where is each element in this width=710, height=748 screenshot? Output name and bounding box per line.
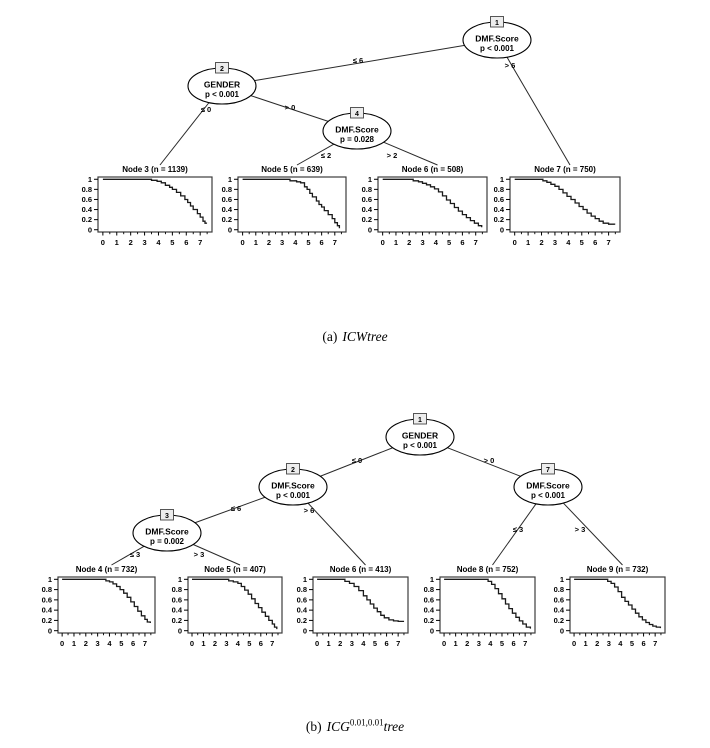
x-tick-label: 1 [201,639,206,648]
y-tick-label: 0.6 [493,195,504,205]
km-curve [574,579,660,628]
y-tick-label: 0.6 [81,195,92,205]
node-split-variable: GENDER [401,430,439,441]
node-split-variable: DMF.Score [145,526,189,537]
x-tick-label: 4 [566,238,571,247]
leaf-plot-title: Node 6 (n = 508) [401,165,464,174]
x-tick-label: 3 [552,238,558,247]
caption-b-prefix: (b) [305,719,322,734]
km-curve [62,579,150,623]
x-tick-label: 1 [71,639,77,648]
y-tick-label: 1 [499,174,504,184]
node-p-value: p < 0.001 [530,491,566,500]
x-tick-label: 3 [280,238,285,247]
x-tick-label: 6 [384,639,389,648]
x-tick-label: 2 [465,639,470,648]
x-tick-label: 4 [618,639,623,648]
tree-node-3 [133,510,201,552]
y-tick-label: 0.8 [221,184,232,194]
plot-box [238,177,346,232]
tree-edge-2-leaf-6 [308,503,365,565]
km-curve [515,179,615,224]
node-id: 2 [220,65,224,73]
y-tick-label: 0.4 [423,605,434,615]
x-tick-label: 5 [247,639,252,648]
y-tick-label: 0.4 [553,605,564,615]
x-tick-label: 3 [224,639,229,648]
tree-node-2 [259,464,327,506]
x-tick-label: 3 [420,238,425,247]
x-tick-label: 6 [511,639,516,648]
leaf-plot-5 [222,165,346,247]
y-tick-label: 1 [429,574,434,584]
node-p-value: p < 0.001 [402,441,438,450]
x-tick-label: 5 [447,238,452,247]
km-curve [192,579,277,629]
km-curve [103,179,206,223]
node-split-variable: DMF.Score [271,480,315,491]
x-tick-label: 6 [258,639,263,648]
y-tick-label: 0.2 [171,616,182,626]
km-curve [243,179,340,228]
x-tick-label: 0 [100,238,105,247]
x-tick-label: 7 [198,238,203,247]
edge-label-7-leaf-8: ≤ 3 [512,525,524,534]
plot-box [98,177,212,232]
x-tick-label: 0 [314,639,320,648]
y-tick-label: 0.2 [81,215,92,225]
x-tick-label: 2 [266,238,272,247]
tree-edge-7-leaf-8 [493,504,537,565]
x-tick-label: 3 [476,639,481,648]
y-tick-label: 1 [177,574,182,584]
y-tick-label: 1 [302,574,307,584]
x-tick-label: 4 [107,639,112,648]
edge-label-3-leaf-5: > 3 [193,550,205,559]
node-p-value: p < 0.001 [204,90,240,99]
leaf-plot-6 [297,565,408,648]
y-tick-label: 0.6 [423,595,434,605]
edge-label-2-3: ≤ 6 [230,504,242,513]
leaf-plot-title: Node 5 (n = 407) [204,565,266,574]
km-curve [317,579,403,622]
y-tick-label: 0.4 [493,205,504,215]
x-tick-label: 7 [473,238,478,247]
y-tick-label: 0.8 [423,585,434,595]
node-id: 2 [291,466,295,474]
plot-box [58,577,155,633]
y-tick-label: 0 [302,626,307,636]
y-tick-label: 0.8 [361,184,372,194]
x-tick-label: 6 [593,238,598,247]
leaf-plot-title: Node 5 (n = 639) [261,165,323,174]
y-tick-label: 0 [177,626,182,636]
caption-b [0,719,710,735]
x-tick-label: 3 [606,639,611,648]
y-tick-label: 0.2 [423,616,434,626]
y-tick-label: 0.2 [361,215,372,225]
leaf-plot-title: Node 8 (n = 752) [456,565,519,574]
plot-box [440,577,535,633]
node-id: 3 [165,512,169,520]
leaf-plot-title: Node 3 (n = 1139) [122,165,188,174]
edge-label-4-leaf-6: > 2 [386,151,398,160]
tree-figure-b [42,414,665,649]
y-tick-label: 0.4 [171,605,182,615]
x-tick-label: 4 [433,238,438,247]
y-tick-label: 0.6 [41,595,52,605]
y-tick-label: 0 [429,626,434,636]
edge-label-4-leaf-5: ≤ 2 [320,151,332,160]
node-split-variable: DMF.Score [335,124,379,135]
tree-node-4 [323,108,391,150]
y-tick-label: 0.2 [493,215,504,225]
y-tick-label: 0.8 [553,585,564,595]
x-tick-label: 4 [293,238,298,247]
y-tick-label: 0 [47,626,52,636]
node-split-variable: GENDER [203,79,241,90]
x-tick-label: 7 [653,639,658,648]
y-tick-label: 1 [559,574,564,584]
x-tick-label: 1 [453,639,458,648]
km-curve [444,579,530,628]
x-tick-label: 5 [170,238,175,247]
x-tick-label: 7 [142,639,148,648]
caption-b-title-rest: tree [383,719,405,734]
x-tick-label: 1 [583,639,588,648]
x-tick-label: 2 [212,639,218,648]
edge-label-7-leaf-9: > 3 [574,525,586,534]
y-tick-label: 0.6 [361,195,372,205]
node-id: 1 [418,416,422,424]
x-tick-label: 4 [361,639,366,648]
leaf-plot-title: Node 9 (n = 732) [586,565,649,574]
leaf-plot-5 [172,565,282,648]
plot-box [378,177,487,232]
x-tick-label: 5 [579,238,584,247]
y-tick-label: 0 [367,225,372,235]
y-tick-label: 1 [87,174,92,184]
edge-label-1-7: > 0 [483,456,495,465]
y-tick-label: 1 [227,174,232,184]
x-tick-label: 0 [380,238,385,247]
node-id: 4 [355,110,359,118]
y-tick-label: 0.6 [221,195,232,205]
leaf-plot-4 [42,565,155,648]
x-tick-label: 0 [512,238,517,247]
edge-label-3-leaf-4: ≤ 3 [129,550,141,559]
x-tick-label: 3 [142,238,147,247]
x-tick-label: 5 [119,639,124,648]
edge-label-1-leaf-7: > 6 [504,61,516,70]
y-tick-label: 0.6 [171,595,182,605]
x-tick-label: 0 [240,238,245,247]
node-id: 7 [546,466,550,474]
plot-box [313,577,408,633]
x-tick-label: 5 [499,639,505,648]
y-tick-label: 0.8 [493,184,504,194]
caption-b-superscript: 0.01,0.01 [349,717,384,728]
node-p-value: p = 0.028 [339,135,375,144]
y-tick-label: 0.4 [41,605,52,615]
x-tick-label: 5 [306,238,311,247]
x-tick-label: 2 [128,238,133,247]
node-split-variable: DMF.Score [475,33,519,44]
x-tick-label: 4 [488,639,493,648]
x-tick-label: 1 [326,639,331,648]
y-tick-label: 0.2 [221,215,232,225]
edge-label-1-2: ≤ 6 [352,56,364,65]
plot-box [188,577,282,633]
x-tick-label: 0 [441,639,447,648]
x-tick-label: 0 [60,639,65,648]
leaf-plot-title: Node 7 (n = 750) [534,165,596,174]
leaf-plot-9 [554,565,665,648]
x-tick-label: 6 [131,639,136,648]
x-tick-label: 1 [393,238,399,247]
y-tick-label: 0.8 [41,585,52,595]
x-tick-label: 1 [526,238,531,247]
leaf-plot-7 [494,165,620,247]
tree-node-1 [386,414,454,456]
x-tick-label: 3 [95,639,100,648]
x-tick-label: 7 [332,238,337,247]
node-id: 1 [495,19,499,27]
leaf-plot-title: Node 4 (n = 732) [75,565,138,574]
caption-a [0,329,710,345]
y-tick-label: 0 [87,225,92,235]
caption-b-title: ICG [326,719,350,734]
tree-edge-7-leaf-9 [563,503,622,565]
tree-figure-a [82,17,620,248]
x-tick-label: 4 [156,238,161,247]
x-tick-label: 7 [396,639,401,648]
x-tick-label: 4 [235,639,240,648]
node-p-value: p < 0.001 [479,44,515,53]
y-tick-label: 0 [227,225,232,235]
x-tick-label: 6 [319,238,324,247]
y-tick-label: 0.6 [296,595,307,605]
node-split-variable: DMF.Score [526,480,570,491]
x-tick-label: 5 [372,639,378,648]
x-tick-label: 5 [629,639,635,648]
x-tick-label: 7 [606,238,611,247]
y-tick-label: 0.6 [553,595,564,605]
x-tick-label: 2 [595,639,600,648]
caption-a-title: ICWtree [342,329,388,344]
km-curve [383,179,482,227]
node-p-value: p = 0.002 [149,537,185,546]
tree-node-2 [188,63,256,105]
y-tick-label: 0.2 [41,616,52,626]
caption-a-prefix: (a) [322,329,338,344]
leaf-plot-title: Node 6 (n = 413) [329,565,392,574]
y-tick-label: 0.2 [296,616,307,626]
x-tick-label: 7 [523,639,528,648]
leaf-plot-6 [362,165,487,247]
y-tick-label: 1 [47,574,52,584]
x-tick-label: 2 [83,639,88,648]
y-tick-label: 0.4 [81,205,92,215]
y-tick-label: 0 [559,626,564,636]
tree-node-1 [463,17,531,59]
x-tick-label: 6 [641,639,646,648]
x-tick-label: 6 [184,238,189,247]
tree-edge-1-leaf-7 [504,57,570,165]
edge-label-1-2: ≤ 0 [351,456,363,465]
y-tick-label: 0.2 [553,616,564,626]
edge-label-2-leaf-3: ≤ 0 [200,105,212,114]
x-tick-label: 1 [253,238,258,247]
edge-label-2-leaf-6: > 6 [303,506,315,515]
y-tick-label: 0.4 [221,205,232,215]
x-tick-label: 0 [189,639,195,648]
leaf-plot-8 [424,565,535,648]
y-tick-label: 0.4 [361,205,372,215]
x-tick-label: 2 [338,639,343,648]
y-tick-label: 0.8 [296,585,307,595]
y-tick-label: 0.8 [81,184,92,194]
y-tick-label: 1 [367,174,372,184]
leaf-plot-3 [82,165,212,247]
x-tick-label: 6 [460,238,465,247]
x-tick-label: 2 [539,238,544,247]
node-p-value: p < 0.001 [275,491,311,500]
x-tick-label: 7 [270,639,275,648]
y-tick-label: 0.8 [171,585,182,595]
x-tick-label: 1 [114,238,119,247]
edge-label-2-4: > 0 [284,103,296,112]
x-tick-label: 0 [571,639,577,648]
y-tick-label: 0 [499,225,504,235]
tree-node-7 [514,464,582,506]
y-tick-label: 0.4 [296,605,307,615]
x-tick-label: 2 [407,238,412,247]
x-tick-label: 3 [349,639,354,648]
